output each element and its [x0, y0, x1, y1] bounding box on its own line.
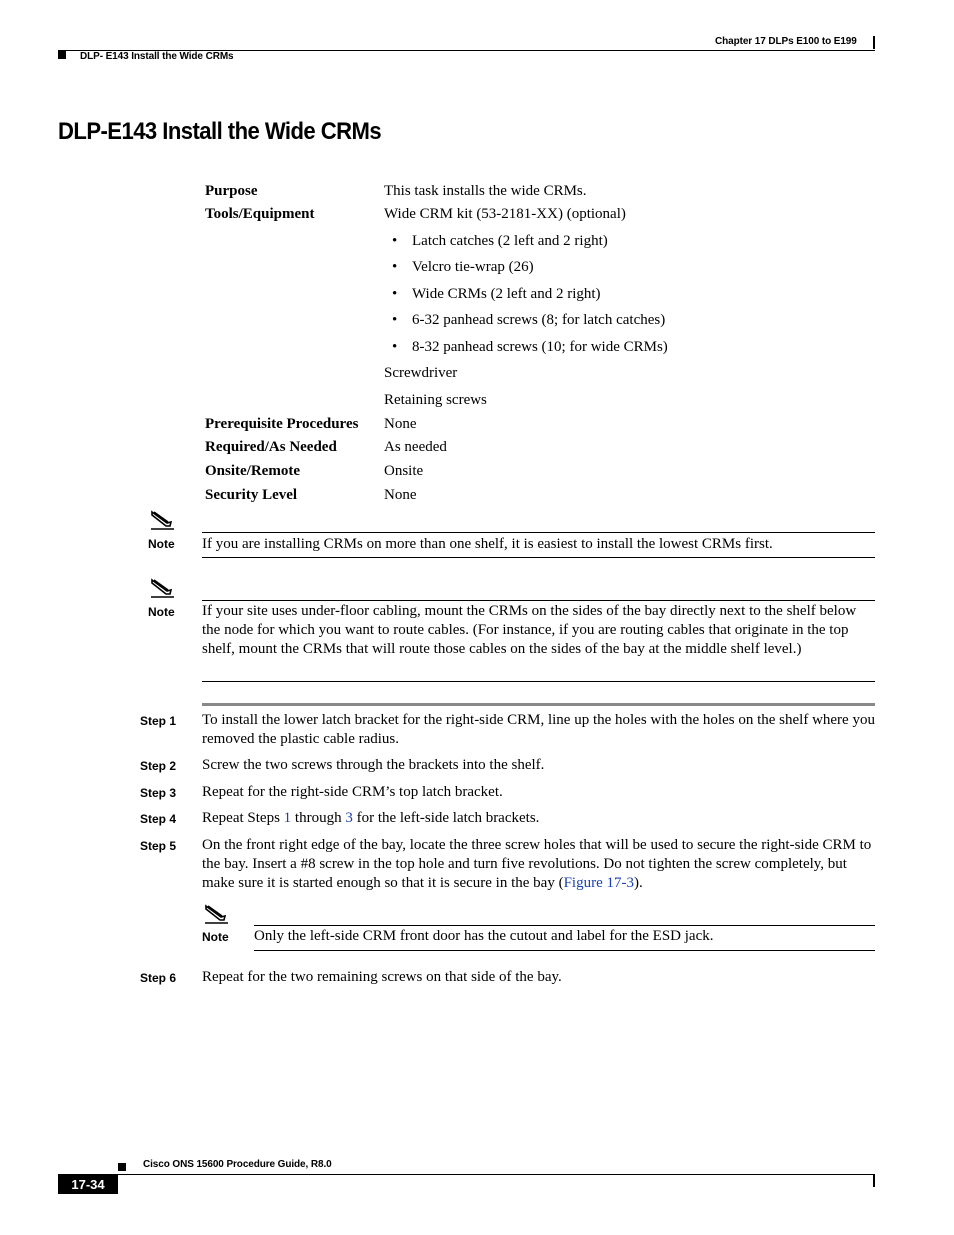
tools-extra: Retaining screws	[384, 392, 487, 408]
chapter-header: Chapter 17 DLPs E100 to E199	[715, 36, 857, 47]
step-label: Step 4	[140, 812, 177, 826]
step-text: Screw the two screws through the brackets into the shelf.	[202, 757, 545, 773]
tools-bullet: • 6-32 panhead screws (8; for latch catches)	[392, 312, 666, 328]
note-label: Note	[202, 930, 229, 944]
prereq-label: Prerequisite Procedures	[205, 416, 359, 432]
onsite-value: Onsite	[384, 463, 424, 479]
footer-square	[118, 1163, 126, 1171]
pencil-icon	[203, 903, 231, 925]
step-text: Repeat Steps 1 through 3 for the left-side latch brackets.	[202, 810, 540, 826]
section-header: DLP- E143 Install the Wide CRMs	[80, 51, 234, 62]
purpose-value: This task installs the wide CRMs.	[384, 183, 587, 199]
step-label: Step 3	[140, 786, 177, 800]
security-value: None	[384, 487, 417, 503]
note-label: Note	[148, 605, 175, 619]
security-label: Security Level	[205, 487, 298, 503]
step-text: To install the lower latch bracket for the right-side CRM, line up the holes with the holes on the shelf where you removed the plastic cable radius.	[202, 712, 875, 747]
figure-link[interactable]: Figure 17-3	[563, 875, 634, 891]
note-rule-top	[202, 600, 875, 601]
note-label: Note	[148, 537, 175, 551]
tools-bullet: • 8-32 panhead screws (10; for wide CRMs)	[392, 339, 668, 355]
step-link[interactable]: 3	[345, 810, 353, 826]
page-title: DLP-E143 Install the Wide CRMs	[58, 118, 382, 145]
step-text: On the front right edge of the bay, locate the three screw holes that will be used to secure the right-side CRM to the bay. Insert a #8 screw in the top hole and turn five revolutions. Do not tighten the screw completely, but make sure it is started enough so that it is secure in the bay (Figure 17-3).	[202, 837, 872, 891]
step-label: Step 2	[140, 759, 177, 773]
footer-tick	[873, 1174, 875, 1187]
required-value: As needed	[384, 439, 447, 455]
note-rule-bottom	[202, 557, 875, 558]
header-tick	[873, 36, 875, 49]
purpose-label: Purpose	[205, 183, 258, 199]
step-link[interactable]: 1	[283, 810, 292, 826]
tools-label: Tools/Equipment	[205, 206, 315, 222]
footer-rule	[58, 1174, 875, 1175]
page-number-box	[58, 1175, 118, 1194]
step-text: Repeat for the right-side CRM’s top latch bracket.	[202, 784, 503, 800]
header-square	[58, 51, 66, 59]
note-text: Only the left-side CRM front door has the cutout and label for the ESD jack.	[254, 928, 714, 944]
steps-rule	[202, 703, 875, 706]
step-text: Repeat for the two remaining screws on that side of the bay.	[202, 969, 562, 985]
required-label: Required/As Needed	[205, 439, 337, 455]
tools-extra: Screwdriver	[384, 365, 458, 381]
note-rule-bottom	[202, 681, 875, 682]
tools-bullet: • Wide CRMs (2 left and 2 right)	[392, 286, 601, 302]
step-label: Step 6	[140, 971, 177, 985]
note-text: If you are installing CRMs on more than one shelf, it is easiest to install the lowest CRMs first.	[202, 536, 773, 552]
note-rule-top	[202, 532, 875, 533]
tools-bullet: • Velcro tie-wrap (26)	[392, 259, 534, 275]
pencil-icon	[149, 509, 177, 531]
note-text: If your site uses under-floor cabling, mount the CRMs on the sides of the bay directly next to the shelf below the node for which you want to route cables. (For instance, if you are routing cables that originate in the top shelf, mount the CRMs that will route those cables on the sides of the bay at the middle shelf level.)	[202, 603, 857, 657]
note-rule-bottom	[254, 950, 875, 951]
step-label: Step 5	[140, 839, 177, 853]
pencil-icon	[149, 577, 177, 599]
tools-bullet: • Latch catches (2 left and 2 right)	[392, 233, 608, 249]
onsite-label: Onsite/Remote	[205, 463, 300, 479]
prereq-value: None	[384, 416, 417, 432]
note-rule-top	[254, 925, 875, 926]
footer-doc-title: Cisco ONS 15600 Procedure Guide, R8.0	[143, 1159, 332, 1170]
page-number: 17-34	[71, 1177, 105, 1192]
step-label: Step 1	[140, 714, 177, 728]
tools-value: Wide CRM kit (53-2181-XX) (optional)	[384, 206, 626, 222]
